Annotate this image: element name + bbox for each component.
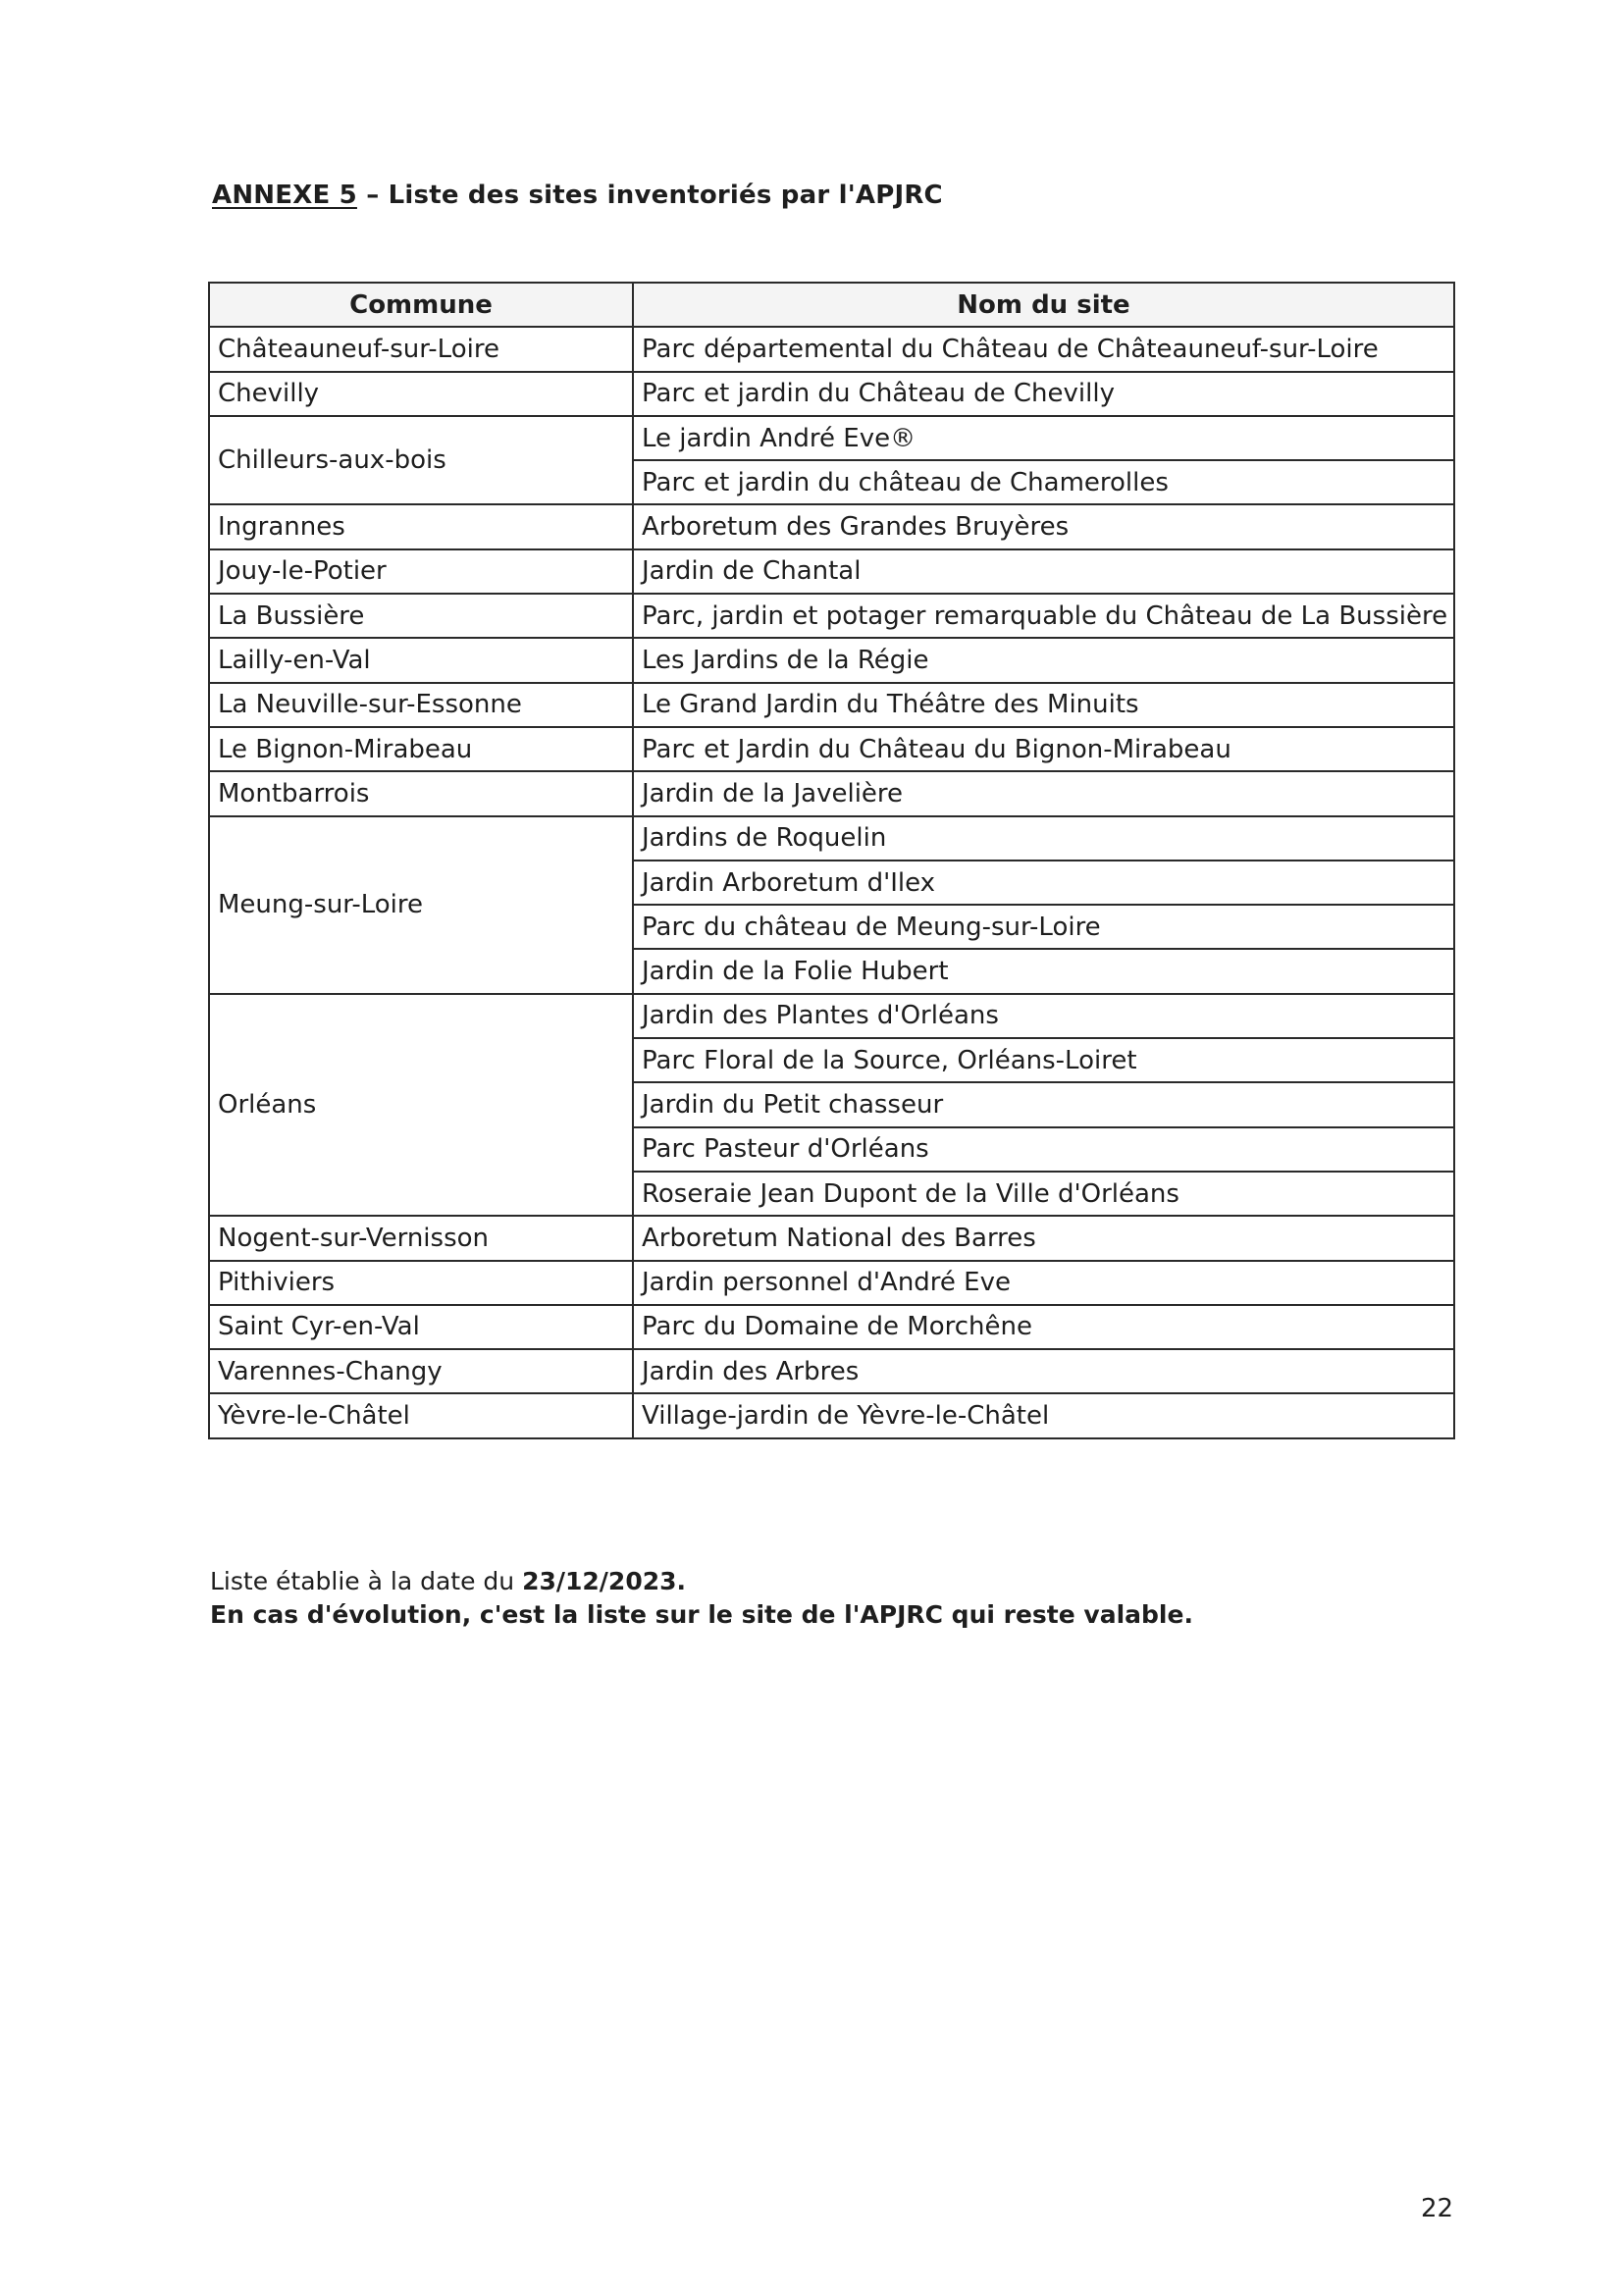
note-date: 23/12/2023. bbox=[522, 1567, 687, 1595]
site-name-cell: Arboretum National des Barres bbox=[633, 1216, 1454, 1260]
table-row bbox=[209, 1261, 1454, 1305]
commune-cell: La Bussière bbox=[209, 594, 633, 638]
site-name-cell: Village-jardin de Yèvre-le-Châtel bbox=[633, 1393, 1454, 1437]
table-row bbox=[209, 1216, 1454, 1260]
table-row bbox=[209, 372, 1454, 416]
commune-cell: Meung-sur-Loire bbox=[209, 816, 633, 994]
table-row bbox=[209, 816, 1454, 861]
table-body bbox=[209, 327, 1454, 1437]
site-name-cell: Parc, jardin et potager remarquable du Château de La Bussière bbox=[633, 594, 1454, 638]
commune-cell: Jouy-le-Potier bbox=[209, 549, 633, 594]
commune-cell: Lailly-en-Val bbox=[209, 638, 633, 682]
table-row bbox=[209, 416, 1454, 460]
commune-cell: Nogent-sur-Vernisson bbox=[209, 1216, 633, 1260]
sites-table bbox=[208, 282, 1455, 1439]
table-row bbox=[209, 771, 1454, 815]
table-header-row bbox=[209, 283, 1454, 327]
site-name-cell: Parc départemental du Château de Châteauneuf-sur-Loire bbox=[633, 327, 1454, 371]
site-name-cell: Le Grand Jardin du Théâtre des Minuits bbox=[633, 683, 1454, 727]
heading-title: – Liste des sites inventoriés par l'APJRC bbox=[356, 181, 943, 210]
commune-cell: Yèvre-le-Châtel bbox=[209, 1393, 633, 1437]
table-row bbox=[209, 549, 1454, 594]
site-name-cell: Jardin Arboretum d'Ilex bbox=[633, 861, 1454, 905]
site-name-cell: Jardin du Petit chasseur bbox=[633, 1082, 1454, 1126]
site-name-cell: Parc Pasteur d'Orléans bbox=[633, 1127, 1454, 1172]
table-row bbox=[209, 994, 1454, 1038]
site-name-cell: Jardins de Roquelin bbox=[633, 816, 1454, 861]
table-row bbox=[209, 1349, 1454, 1393]
note-validity bbox=[210, 1598, 1193, 1632]
commune-cell: Orléans bbox=[209, 994, 633, 1216]
commune-cell: Varennes-Changy bbox=[209, 1349, 633, 1393]
table-row bbox=[209, 1393, 1454, 1437]
annex-label: ANNEXE 5 bbox=[212, 181, 357, 210]
commune-cell: Le Bignon-Mirabeau bbox=[209, 727, 633, 771]
site-name-cell: Jardin de la Folie Hubert bbox=[633, 949, 1454, 993]
column-header-site: Nom du site bbox=[633, 283, 1454, 327]
site-name-cell: Parc et jardin du château de Chamerolles bbox=[633, 460, 1454, 504]
note-list-date bbox=[210, 1565, 1193, 1598]
site-name-cell: Jardin de la Javelière bbox=[633, 771, 1454, 815]
site-name-cell: Arboretum des Grandes Bruyères bbox=[633, 504, 1454, 548]
site-name-cell: Parc et Jardin du Château du Bignon-Mirabeau bbox=[633, 727, 1454, 771]
commune-cell: Pithiviers bbox=[209, 1261, 633, 1305]
table-row bbox=[209, 504, 1454, 548]
site-name-cell: Roseraie Jean Dupont de la Ville d'Orléans bbox=[633, 1172, 1454, 1216]
site-name-cell: Parc Floral de la Source, Orléans-Loiret bbox=[633, 1038, 1454, 1082]
site-name-cell: Parc et jardin du Château de Chevilly bbox=[633, 372, 1454, 416]
site-name-cell: Jardin des Arbres bbox=[633, 1349, 1454, 1393]
table-row bbox=[209, 727, 1454, 771]
site-name-cell: Jardin personnel d'André Eve bbox=[633, 1261, 1454, 1305]
table-row bbox=[209, 594, 1454, 638]
note-date-prefix: Liste établie à la date du bbox=[210, 1567, 523, 1595]
commune-cell: Ingrannes bbox=[209, 504, 633, 548]
site-name-cell: Jardin de Chantal bbox=[633, 549, 1454, 594]
commune-cell: Chevilly bbox=[209, 372, 633, 416]
commune-cell: Montbarrois bbox=[209, 771, 633, 815]
table-row bbox=[209, 1305, 1454, 1349]
table-row bbox=[209, 638, 1454, 682]
page-number: 22 bbox=[1421, 2194, 1454, 2223]
commune-cell: Chilleurs-aux-bois bbox=[209, 416, 633, 505]
table-row bbox=[209, 327, 1454, 371]
site-name-cell: Les Jardins de la Régie bbox=[633, 638, 1454, 682]
commune-cell: Saint Cyr-en-Val bbox=[209, 1305, 633, 1349]
table-row bbox=[209, 683, 1454, 727]
site-name-cell: Parc du château de Meung-sur-Loire bbox=[633, 905, 1454, 949]
site-name-cell: Le jardin André Eve® bbox=[633, 416, 1454, 460]
notes bbox=[210, 1565, 1193, 1632]
commune-cell: Châteauneuf-sur-Loire bbox=[209, 327, 633, 371]
site-name-cell: Parc du Domaine de Morchêne bbox=[633, 1305, 1454, 1349]
column-header-commune: Commune bbox=[209, 283, 633, 327]
page-heading bbox=[212, 181, 943, 210]
note-validity-text: En cas d'évolution, c'est la liste sur le site de l'APJRC qui reste valable. bbox=[210, 1600, 1193, 1629]
site-name-cell: Jardin des Plantes d'Orléans bbox=[633, 994, 1454, 1038]
commune-cell: La Neuville-sur-Essonne bbox=[209, 683, 633, 727]
